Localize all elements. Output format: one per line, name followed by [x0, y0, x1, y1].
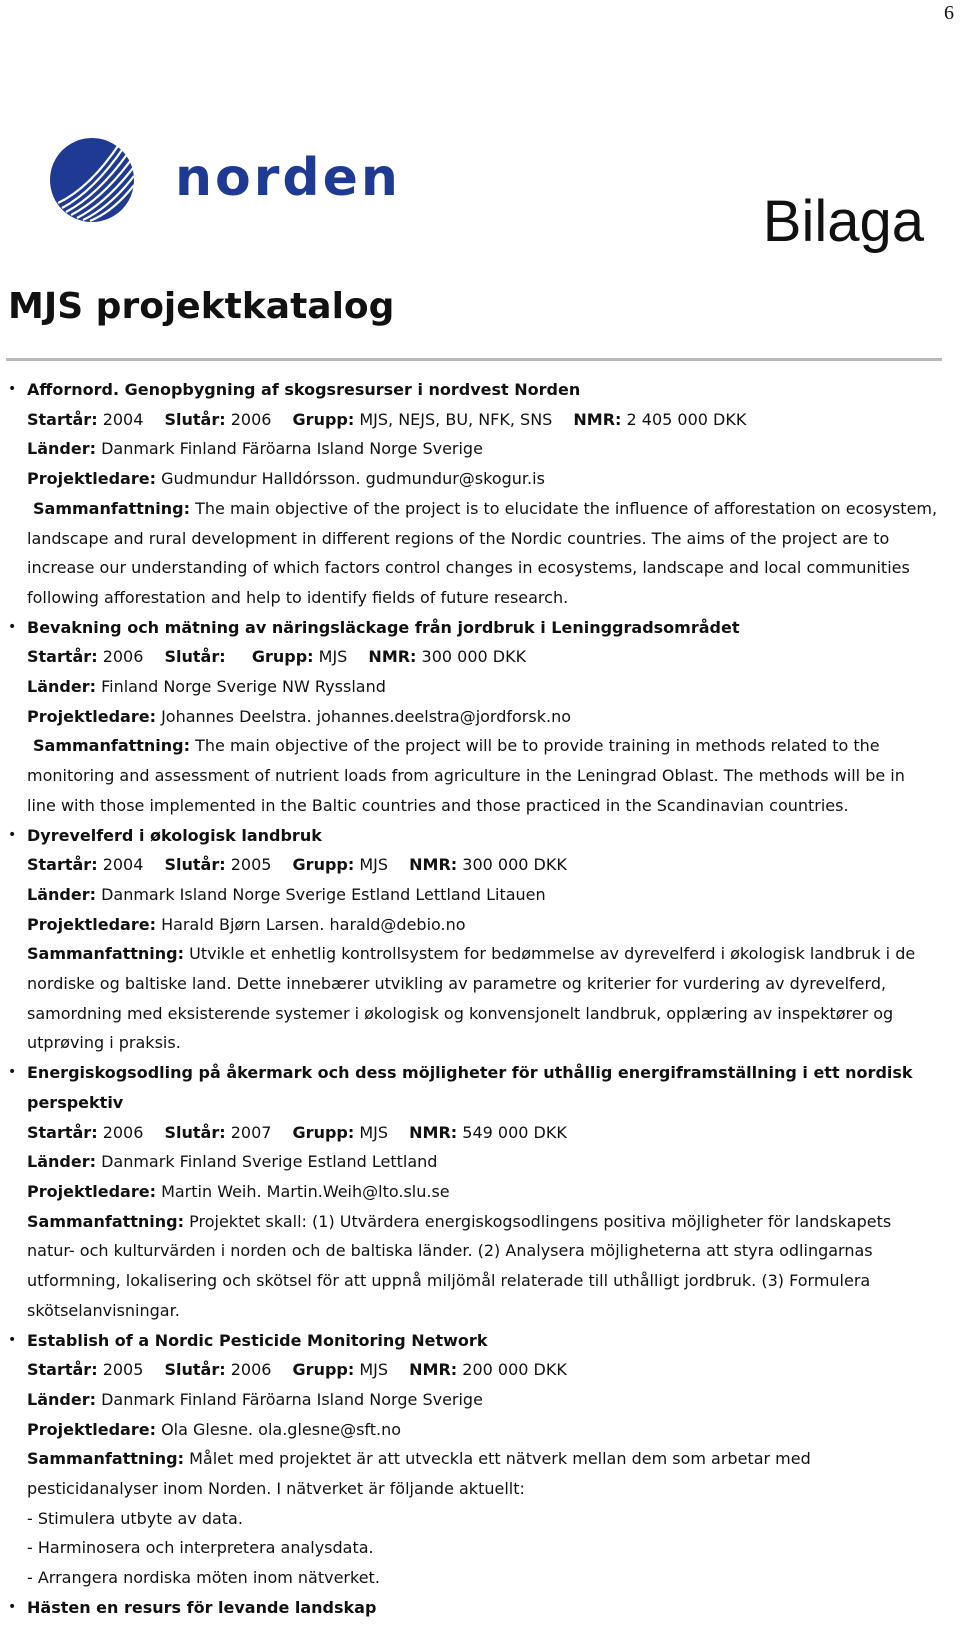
list-item: - Arrangera nordiska möten inom nätverket. — [27, 1568, 380, 1588]
bullet-icon: • — [8, 618, 17, 635]
group-value: MJS, NEJS, BU, NFK, SNS — [359, 409, 553, 429]
logo-text: norden — [175, 148, 401, 208]
project-countries — [27, 1385, 938, 1415]
countries-value: Danmark Finland Färöarna Island Norge Sverige — [101, 1389, 483, 1409]
project-item — [8, 1593, 938, 1623]
group-label: Grupp: — [292, 855, 355, 875]
countries-value: Finland Norge Sverige NW Ryssland — [101, 677, 386, 697]
bullet-icon: • — [8, 381, 17, 397]
project-title: Affornord. Genopbygning af skogsresurser i nordvest Norden — [27, 380, 581, 399]
project-meta — [27, 1355, 938, 1385]
group-label: Grupp: — [292, 409, 355, 429]
project-summary — [27, 1207, 938, 1326]
project-title: Dyrevelferd i økologisk landbruk — [27, 825, 322, 845]
project-leader — [27, 1415, 938, 1445]
norden-swan-icon — [50, 133, 510, 228]
group-value: MJS — [359, 1122, 389, 1142]
project-item — [8, 821, 938, 1059]
summary-label: Sammanfattning: — [27, 1449, 185, 1469]
start-value: 2005 — [102, 1360, 144, 1380]
summary-text: Målet med projektet är att utveckla ett nätverk mellan dem som arbetar med pesticidanalyser inom Norden. I nätverket är följande aktuellt: — [27, 1449, 811, 1499]
summary-label: Sammanfattning: — [33, 736, 191, 756]
countries-label: Länder: — [27, 1152, 96, 1172]
countries-label: Länder: — [27, 439, 96, 459]
summary-label: Sammanfattning: — [27, 944, 185, 964]
leader-value: Harald Bjørn Larsen. harald@debio.no — [161, 914, 466, 934]
project-item — [8, 613, 938, 821]
bullet-icon: • — [8, 826, 17, 843]
project-leader — [27, 910, 938, 940]
leader-value: Martin Weih. Martin.Weih@lto.slu.se — [161, 1181, 450, 1201]
leader-value: Johannes Deelstra. johannes.deelstra@jordforsk.no — [161, 706, 571, 726]
list-item: - Harminosera och interpretera analysdata. — [27, 1538, 374, 1558]
countries-value: Danmark Finland Sverige Estland Lettland — [101, 1152, 438, 1172]
group-value: MJS — [359, 1360, 389, 1380]
bullet-icon: • — [8, 1331, 17, 1348]
leader-label: Projektledare: — [27, 706, 156, 726]
project-meta — [27, 642, 938, 672]
countries-value: Danmark Finland Färöarna Island Norge Sverige — [101, 439, 483, 459]
project-leader — [27, 702, 938, 732]
project-item — [8, 375, 938, 613]
summary-label: Sammanfattning: — [27, 1211, 185, 1231]
countries-value: Danmark Island Norge Sverige Estland Lettland Litauen — [101, 884, 546, 904]
start-value: 2004 — [102, 409, 144, 429]
countries-label: Länder: — [27, 1389, 96, 1409]
nmr-value: 2 405 000 DKK — [626, 409, 747, 429]
start-value: 2006 — [102, 1122, 144, 1142]
project-countries — [27, 434, 938, 464]
leader-label: Projektledare: — [27, 469, 156, 489]
nmr-label: NMR: — [409, 855, 458, 875]
nmr-label: NMR: — [573, 409, 622, 429]
nmr-label: NMR: — [368, 647, 417, 667]
summary-text: The main objective of the project is to elucidate the influence of afforestation on ecosystem, landscape and rural development in different regions of the Nordic countries. The aims of the project are to increase our understanding of which factors control changes in ecosystems, landscape and local communities following afforestation and help to identify fields of future research. — [27, 498, 938, 607]
end-label: Slutår: — [164, 1122, 226, 1142]
end-label: Slutår: — [164, 647, 226, 667]
leader-label: Projektledare: — [27, 1419, 156, 1439]
project-summary — [27, 939, 938, 1058]
project-countries — [27, 880, 938, 910]
project-title: Hästen en resurs för levande landskap — [27, 1597, 377, 1617]
start-value: 2006 — [102, 647, 144, 667]
list-item: - Stimulera utbyte av data. — [27, 1508, 243, 1528]
nmr-value: 549 000 DKK — [462, 1122, 567, 1142]
project-meta — [27, 850, 938, 880]
summary-text: The main objective of the project will be to provide training in methods related to the monitoring and assessment of nutrient loads from agriculture in the Leningrad Oblast. The methods will be in line with those implemented in the Baltic countries and those practiced in the Scandinavian countries. — [27, 736, 905, 815]
leader-label: Projektledare: — [27, 1181, 156, 1201]
bullet-icon: • — [8, 1064, 17, 1081]
project-meta — [27, 1118, 938, 1148]
leader-value: Ola Glesne. ola.glesne@sft.no — [161, 1419, 402, 1439]
end-label: Slutår: — [164, 855, 226, 875]
project-leader — [27, 464, 938, 494]
end-value: 2007 — [230, 1122, 272, 1142]
project-countries — [27, 1147, 938, 1177]
start-label: Startår: — [27, 647, 98, 667]
group-label: Grupp: — [292, 1122, 355, 1142]
norden-logo — [50, 133, 510, 228]
divider — [6, 358, 942, 361]
page-number: 6 — [944, 2, 954, 24]
start-value: 2004 — [102, 855, 144, 875]
project-meta — [27, 405, 938, 435]
end-value: 2005 — [230, 855, 272, 875]
project-item — [8, 1326, 938, 1593]
summary-text: Utvikle et enhetlig kontrollsystem for bedømmelse av dyrevelferd i økologisk landbruk i de nordiske og baltiske land. Dette innebærer utvikling av parametre og kriterier for vurdering av dyrevelferd, samordning med eksisterende systemer i økologisk og konvensjonelt landbruk, opplæring av inspektører og utprøving i praksis. — [27, 944, 916, 1053]
project-item — [8, 1058, 938, 1325]
group-label: Grupp: — [292, 1360, 355, 1380]
end-label: Slutår: — [164, 1360, 226, 1380]
nmr-label: NMR: — [409, 1360, 458, 1380]
bilaga-heading: Bilaga — [762, 189, 924, 254]
project-summary — [27, 1444, 938, 1503]
nmr-label: NMR: — [409, 1122, 458, 1142]
group-value: MJS — [318, 647, 348, 667]
start-label: Startår: — [27, 855, 98, 875]
project-title: Bevakning och mätning av näringsläckage från jordbruk i Leninggradsområdet — [27, 617, 740, 637]
group-value: MJS — [359, 855, 389, 875]
countries-label: Länder: — [27, 677, 96, 697]
leader-value: Gudmundur Halldórsson. gudmundur@skogur.is — [161, 469, 545, 489]
project-leader — [27, 1177, 938, 1207]
end-value: 2006 — [230, 409, 272, 429]
nmr-value: 200 000 DKK — [462, 1360, 567, 1380]
project-title: Energiskogsodling på åkermark och dess möjligheter för uthållig energiframställning i ett nordisk perspektiv — [27, 1063, 913, 1112]
nmr-value: 300 000 DKK — [421, 647, 527, 667]
summary-text: Projektet skall: (1) Utvärdera energiskogsodlingens positiva möjligheter för landskapets natur- och kulturvärden i norden och de baltiska länder. (2) Analysera möjligheterna att styra odlingarnas utformning, lokalisering och skötsel för att uppnå miljömål relaterade till uthålligt jordbruk. (3) Formulera skötselanvisningar. — [27, 1211, 892, 1320]
end-label: Slutår: — [164, 409, 226, 429]
page-title: MJS projektkatalog — [8, 286, 395, 327]
countries-label: Länder: — [27, 884, 96, 904]
group-label: Grupp: — [251, 647, 314, 667]
project-list — [8, 375, 938, 1623]
end-value: 2006 — [230, 1360, 272, 1380]
start-label: Startår: — [27, 409, 98, 429]
start-label: Startår: — [27, 1360, 98, 1380]
nmr-value: 300 000 DKK — [462, 855, 567, 875]
start-label: Startår: — [27, 1122, 98, 1142]
bullet-icon: • — [8, 1598, 17, 1615]
project-summary — [27, 731, 938, 820]
summary-label: Sammanfattning: — [33, 498, 191, 518]
project-summary — [27, 494, 938, 613]
project-countries — [27, 672, 938, 702]
leader-label: Projektledare: — [27, 914, 156, 934]
project-title: Establish of a Nordic Pesticide Monitoring Network — [27, 1330, 488, 1350]
